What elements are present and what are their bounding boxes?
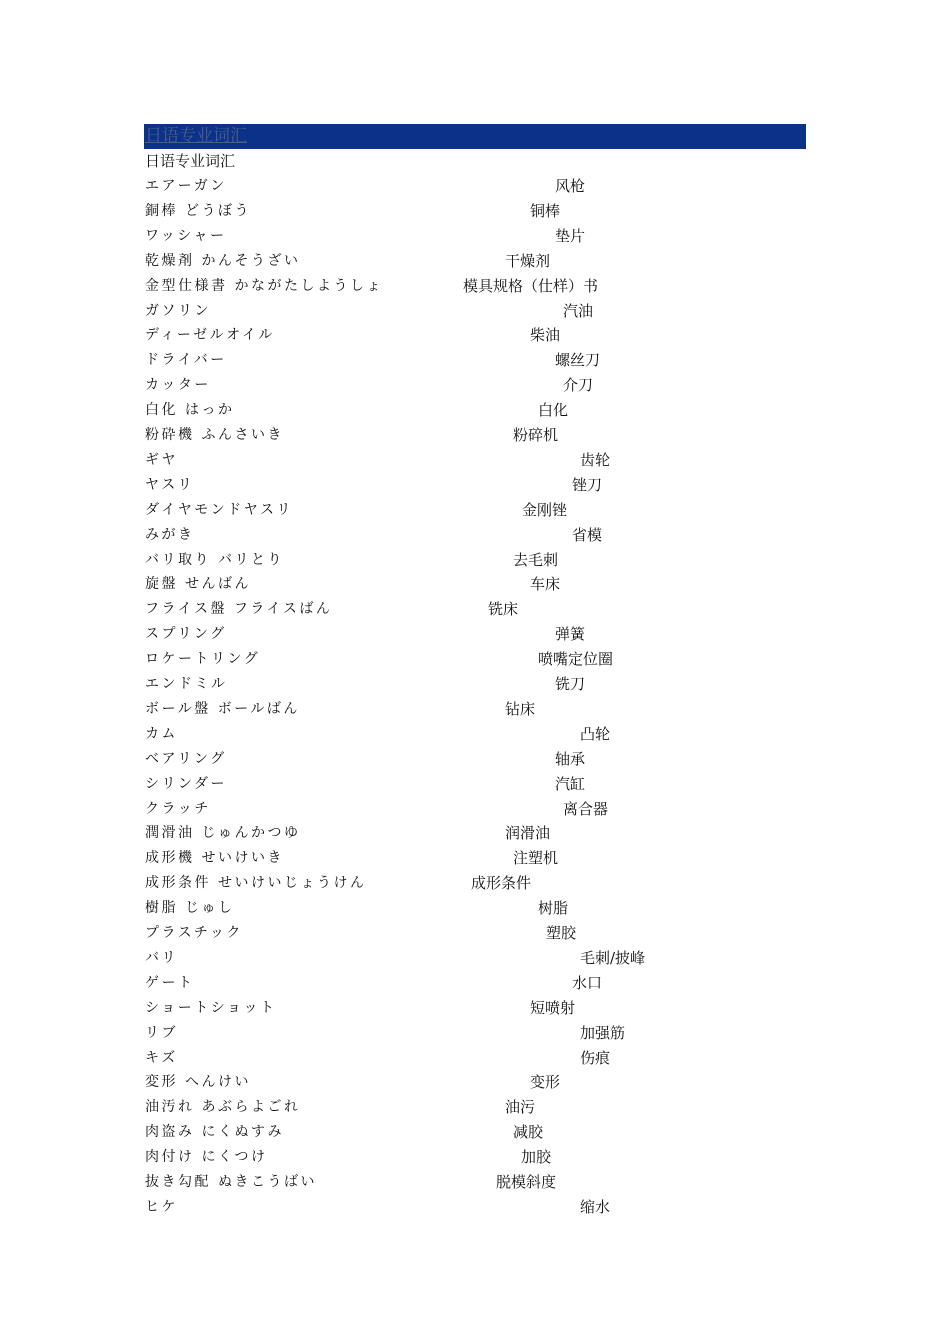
japanese-term: クラッチ	[145, 800, 211, 817]
list-item	[0, 674, 950, 698]
list-item	[0, 948, 950, 972]
chinese-term: 减胶	[513, 1123, 544, 1142]
chinese-term: 铣刀	[555, 675, 586, 693]
list-item	[0, 176, 950, 200]
japanese-term: スプリング	[145, 626, 227, 643]
list-item	[0, 375, 950, 399]
list-item	[0, 1122, 950, 1146]
list-item	[0, 923, 950, 947]
list-item	[0, 1023, 950, 1047]
japanese-term: エアーガン	[145, 178, 227, 194]
chinese-term: 加胶	[521, 1148, 552, 1167]
list-item	[0, 400, 950, 424]
japanese-term: シリンダー	[145, 775, 227, 792]
chinese-term: 成形条件	[471, 874, 532, 893]
japanese-term: 乾燥剤 かんそうざい	[145, 252, 301, 269]
chinese-term: 省模	[572, 525, 603, 544]
japanese-term: ショートショット	[145, 999, 277, 1016]
japanese-term: ドライバー	[145, 352, 227, 369]
chinese-term: 油污	[505, 1098, 536, 1117]
chinese-term: 毛刺/披峰	[580, 948, 646, 967]
title-bar	[144, 124, 806, 149]
chinese-term: 风枪	[555, 177, 586, 195]
japanese-term: ダイヤモンドヤスリ	[145, 501, 293, 518]
list-item	[0, 873, 950, 897]
japanese-term: 銅棒 どうぼう	[145, 202, 251, 219]
japanese-term: 成形機 せいけいき	[145, 850, 284, 867]
chinese-term: 齿轮	[580, 450, 611, 469]
chinese-term: 白化	[538, 401, 569, 420]
japanese-term: 白化 はっか	[145, 402, 235, 419]
chinese-term: 垫片	[555, 226, 586, 245]
list-item	[0, 226, 950, 250]
japanese-term: 肉盗み にくぬすみ	[145, 1124, 284, 1141]
chinese-term: 粉碎机	[513, 426, 559, 444]
chinese-term: 润滑油	[505, 824, 551, 843]
japanese-term: 金型仕様書 かながたしようしょ	[145, 277, 383, 294]
list-item	[0, 1048, 950, 1072]
list-item	[0, 1172, 950, 1196]
japanese-term: ベアリング	[145, 750, 227, 767]
chinese-term: 铣床	[488, 600, 519, 619]
chinese-term: 喷嘴定位圈	[538, 650, 614, 669]
list-item	[0, 624, 950, 648]
list-item	[0, 450, 950, 474]
chinese-term: 树脂	[538, 899, 569, 918]
list-item	[0, 325, 950, 349]
chinese-term: 变形	[530, 1073, 561, 1092]
japanese-term: ボール盤 ボールばん	[145, 700, 300, 717]
chinese-term: 锉刀	[572, 475, 603, 494]
japanese-term: ガソリン	[145, 302, 211, 319]
chinese-term: 铜棒	[530, 201, 561, 220]
list-item	[0, 251, 950, 275]
japanese-term: 変形 へんけい	[145, 1074, 251, 1091]
list-item	[0, 350, 950, 374]
japanese-term: 成形条件 せいけいじょうけん	[145, 875, 367, 892]
chinese-term: 去毛刺	[513, 550, 559, 569]
japanese-term: 潤滑油 じゅんかつゆ	[145, 825, 301, 842]
list-item	[0, 425, 950, 449]
list-item	[0, 998, 950, 1022]
chinese-term: 伤痕	[580, 1048, 611, 1067]
list-item	[0, 1072, 950, 1096]
japanese-term: 抜き勾配 ぬきこうばい	[145, 1174, 317, 1190]
list-item	[0, 500, 950, 524]
chinese-term: 汽油	[563, 301, 594, 320]
page-title-link[interactable]: 日语专业词汇	[145, 126, 247, 146]
chinese-term: 离合器	[563, 799, 609, 818]
list-item	[0, 276, 950, 300]
chinese-term: 脱模斜度	[496, 1173, 557, 1191]
page-subtitle: 日语专业词汇	[145, 152, 236, 170]
list-item	[0, 525, 950, 549]
chinese-term: 柴油	[530, 326, 561, 345]
list-item	[0, 301, 950, 325]
list-item	[0, 1147, 950, 1171]
japanese-term: プラスチック	[145, 925, 243, 941]
chinese-term: 介刀	[563, 376, 594, 395]
japanese-term: 旋盤 せんばん	[145, 576, 251, 593]
chinese-term: 车床	[530, 575, 561, 594]
japanese-term: フライス盤 フライスばん	[145, 601, 333, 618]
japanese-term: みがき	[145, 526, 195, 543]
chinese-term: 塑胶	[546, 924, 577, 942]
list-item	[0, 1097, 950, 1121]
japanese-term: バリ取り バリとり	[145, 551, 284, 568]
chinese-term: 注塑机	[513, 849, 559, 868]
chinese-term: 凸轮	[580, 724, 611, 743]
japanese-term: ギヤ	[145, 451, 178, 468]
chinese-term: 模具规格（仕样）书	[463, 276, 599, 295]
list-item	[0, 550, 950, 574]
japanese-term: 粉砕機 ふんさいき	[145, 427, 284, 443]
japanese-term: ロケートリング	[145, 651, 261, 668]
japanese-term: カッター	[145, 377, 211, 394]
japanese-term: 肉付け にくつけ	[145, 1149, 268, 1166]
chinese-term: 水口	[572, 973, 603, 992]
japanese-term: 油汚れ あぶらよごれ	[145, 1099, 301, 1116]
list-item	[0, 1197, 950, 1221]
chinese-term: 弹簧	[555, 625, 586, 644]
chinese-term: 汽缸	[555, 774, 586, 793]
chinese-term: 干燥剂	[505, 251, 551, 270]
chinese-term: 缩水	[580, 1197, 611, 1216]
japanese-term: ヤスリ	[145, 476, 195, 493]
japanese-term: バリ	[145, 949, 178, 966]
chinese-term: 金刚锉	[522, 500, 568, 519]
japanese-term: エンドミル	[145, 676, 228, 692]
list-item	[0, 699, 950, 723]
chinese-term: 短喷射	[530, 998, 576, 1017]
list-item	[0, 475, 950, 499]
chinese-term: 轴承	[555, 749, 586, 768]
chinese-term: 螺丝刀	[555, 351, 601, 370]
list-item	[0, 749, 950, 773]
list-item	[0, 898, 950, 922]
list-item	[0, 774, 950, 798]
chinese-term: 加强筋	[580, 1023, 626, 1042]
list-item	[0, 848, 950, 872]
japanese-term: カム	[145, 725, 178, 742]
japanese-term: リブ	[145, 1024, 178, 1041]
chinese-term: 钻床	[505, 699, 536, 718]
japanese-term: キズ	[145, 1049, 178, 1066]
list-item	[0, 201, 950, 225]
japanese-term: ワッシャー	[145, 227, 227, 244]
japanese-term: 樹脂 じゅし	[145, 900, 235, 917]
list-item	[0, 599, 950, 623]
list-item	[0, 649, 950, 673]
list-item	[0, 799, 950, 823]
list-item	[0, 574, 950, 598]
japanese-term: ディーゼルオイル	[145, 327, 275, 344]
list-item	[0, 973, 950, 997]
japanese-term: ヒケ	[145, 1198, 178, 1215]
japanese-term: ゲート	[145, 974, 195, 991]
list-item	[0, 724, 950, 748]
list-item	[0, 823, 950, 847]
